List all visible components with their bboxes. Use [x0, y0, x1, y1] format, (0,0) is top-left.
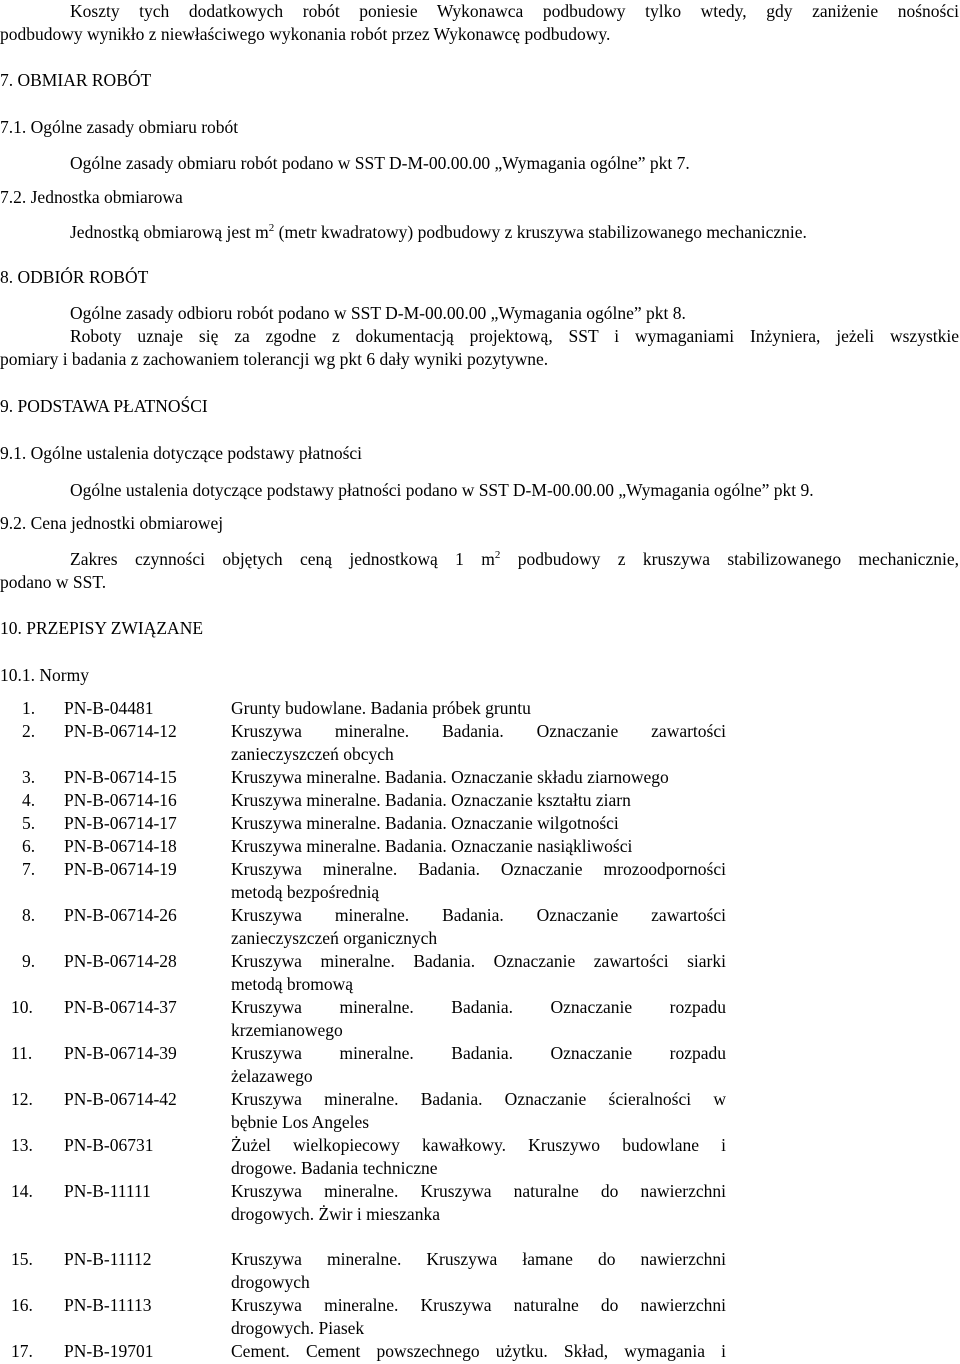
- norm-description-line: Grunty budowlane. Badania próbek gruntu: [231, 698, 531, 718]
- norm-description-line: Kruszywa mineralne. Badania. Oznaczanie rozpadu: [231, 997, 726, 1017]
- norm-description: [231, 950, 726, 996]
- norm-description: [231, 1134, 726, 1180]
- norm-number: 6.: [22, 836, 36, 856]
- subsection-heading: 9.2. Cena jednostki obmiarowej: [0, 513, 224, 533]
- norm-description: [231, 697, 726, 720]
- norm-number: 2.: [22, 721, 36, 741]
- norm-number: 9.: [22, 951, 36, 971]
- norm-description-line: Kruszywa mineralne. Kruszywa łamane do nawierzchni: [231, 1249, 726, 1269]
- norm-description: [231, 835, 726, 858]
- norm-description: [231, 904, 726, 950]
- norm-description: [231, 789, 726, 812]
- norm-description-line: drogowych: [231, 1272, 310, 1292]
- norm-code: PN-B-11113: [64, 1295, 152, 1315]
- norm-description-line: zanieczyszczeń obcych: [231, 744, 394, 764]
- norm-description-line: Żużel wielkopiecowy kawałkowy. Kruszywo budowlane i: [231, 1135, 726, 1155]
- norm-description: [231, 1248, 726, 1294]
- norm-description-line: Kruszywa mineralne. Badania. Oznaczanie składu ziarnowego: [231, 767, 669, 787]
- norm-number: 5.: [22, 813, 36, 833]
- norm-code: PN-B-06731: [64, 1135, 154, 1155]
- text-fragment: Jednostką obmiarową jest m: [70, 222, 269, 242]
- norm-description: [231, 812, 726, 835]
- norm-description-line: Kruszywa mineralne. Badania. Oznaczanie rozpadu: [231, 1043, 726, 1063]
- norm-description: [231, 996, 726, 1042]
- text-fragment: Zakres czynności objętych ceną jednostkową 1 m: [70, 549, 495, 569]
- norm-number: 15.: [11, 1249, 33, 1269]
- paragraph-line: pomiary i badania z zachowaniem tolerancji wg pkt 6 dały wyniki pozytywne.: [0, 349, 549, 369]
- norm-code: PN-B-06714-37: [64, 997, 177, 1017]
- paragraph: Ogólne zasady obmiaru robót podano w SST D-M-00.00.00 „Wymagania ogólne” pkt 7.: [70, 153, 690, 173]
- paragraph-line: Roboty uznaje się za zgodne z dokumentacją projektową, SST i wymaganiami Inżyniera, jeżeli wszystkie: [70, 326, 959, 346]
- norm-code: PN-B-06714-19: [64, 859, 177, 879]
- norm-description-line: żelazawego: [231, 1066, 313, 1086]
- norm-number: 17.: [11, 1341, 33, 1361]
- norm-description-line: krzemianowego: [231, 1020, 343, 1040]
- section-heading: 8. ODBIÓR ROBÓT: [0, 267, 149, 287]
- norm-code: PN-B-06714-17: [64, 813, 177, 833]
- norm-description-line: Kruszywa mineralne. Badania. Oznaczanie zawartości: [231, 721, 726, 741]
- norm-number: 14.: [11, 1181, 33, 1201]
- norm-number: 1.: [22, 698, 36, 718]
- intro-line: podbudowy wynikło z niewłaściwego wykonania robót przez Wykonawcę podbudowy.: [0, 24, 611, 44]
- paragraph: [70, 548, 959, 571]
- norm-description-line: drogowe. Badania techniczne: [231, 1158, 438, 1178]
- norm-description-line: metodą bromową: [231, 974, 353, 994]
- norm-number: 11.: [11, 1043, 33, 1063]
- norm-description-line: Kruszywa mineralne. Badania. Oznaczanie mrozoodporności: [231, 859, 726, 879]
- intro-paragraph: [70, 0, 959, 23]
- norm-description-line: bębnie Los Angeles: [231, 1112, 370, 1132]
- norm-description-line: drogowych. Piasek: [231, 1318, 365, 1338]
- paragraph-line: podano w SST.: [0, 572, 107, 592]
- section-heading: 7. OBMIAR ROBÓT: [0, 70, 152, 90]
- norm-description-line: Kruszywa mineralne. Badania. Oznaczanie zawartości siarki: [231, 951, 726, 971]
- norm-code: PN-B-11111: [64, 1181, 151, 1201]
- subsection-heading: 7.2. Jednostka obmiarowa: [0, 187, 183, 207]
- norm-description: [231, 1340, 726, 1363]
- norm-description: [231, 1294, 726, 1340]
- subsection-heading: 7.1. Ogólne zasady obmiaru robót: [0, 117, 239, 137]
- norm-code: PN-B-06714-12: [64, 721, 177, 741]
- norm-description-line: metodą bezpośrednią: [231, 882, 380, 902]
- norm-description-line: Kruszywa mineralne. Badania. Oznaczanie kształtu ziarn: [231, 790, 631, 810]
- norm-code: PN-B-06714-18: [64, 836, 177, 856]
- norm-description-line: Kruszywa mineralne. Kruszywa naturalne do nawierzchni: [231, 1181, 726, 1201]
- paragraph: [70, 221, 807, 244]
- norm-description: [231, 858, 726, 904]
- norm-number: 7.: [22, 859, 36, 879]
- norm-number: 3.: [22, 767, 36, 787]
- subsection-heading: 10.1. Normy: [0, 665, 89, 685]
- paragraph: [70, 325, 959, 348]
- norm-description: [231, 1180, 726, 1226]
- norm-number: 10.: [11, 997, 33, 1017]
- norm-description-line: Cement. Cement powszechnego użytku. Skład, wymagania i: [231, 1341, 726, 1361]
- section-heading: 10. PRZEPISY ZWIĄZANE: [0, 618, 204, 638]
- superscript: 2: [494, 549, 501, 561]
- intro-line: Koszty tych dodatkowych robót poniesie Wykonawca podbudowy tylko wtedy, gdy zaniżenie nośności: [70, 1, 959, 21]
- norm-code: PN-B-19701: [64, 1341, 154, 1361]
- text-fragment: (metr kwadratowy) podbudowy z kruszywa stabilizowanego mechanicznie.: [274, 222, 807, 242]
- norm-description: [231, 720, 726, 766]
- norm-code: PN-B-06714-26: [64, 905, 177, 925]
- text-fragment: podbudowy z kruszywa stabilizowanego mechanicznie,: [500, 549, 960, 569]
- norm-code: PN-B-04481: [64, 698, 154, 718]
- paragraph-line: [70, 548, 959, 571]
- norm-number: 4.: [22, 790, 36, 810]
- norm-code: PN-B-06714-16: [64, 790, 177, 810]
- norm-description-line: Kruszywa mineralne. Badania. Oznaczanie nasiąkliwości: [231, 836, 633, 856]
- norm-code: PN-B-06714-42: [64, 1089, 177, 1109]
- norm-description: [231, 1088, 726, 1134]
- norm-number: 13.: [11, 1135, 33, 1155]
- subsection-heading: 9.1. Ogólne ustalenia dotyczące podstawy płatności: [0, 443, 363, 463]
- section-heading: 9. PODSTAWA PŁATNOŚCI: [0, 396, 208, 416]
- norm-number: 16.: [11, 1295, 33, 1315]
- paragraph: Ogólne zasady odbioru robót podano w SST D-M-00.00.00 „Wymagania ogólne” pkt 8.: [70, 303, 686, 323]
- norm-description-line: drogowych. Żwir i mieszanka: [231, 1204, 440, 1224]
- paragraph: Ogólne ustalenia dotyczące podstawy płatności podano w SST D-M-00.00.00 „Wymagania ogólne” pkt 9.: [70, 480, 814, 500]
- norm-description: [231, 1042, 726, 1088]
- norm-description-line: Kruszywa mineralne. Badania. Oznaczanie zawartości: [231, 905, 726, 925]
- norm-number: 12.: [11, 1089, 33, 1109]
- norm-code: PN-B-06714-28: [64, 951, 177, 971]
- norm-number: 8.: [22, 905, 36, 925]
- norm-code: PN-B-11112: [64, 1249, 152, 1269]
- norm-code: PN-B-06714-15: [64, 767, 177, 787]
- norm-description-line: zanieczyszczeń organicznych: [231, 928, 438, 948]
- norm-description-line: Kruszywa mineralne. Kruszywa naturalne do nawierzchni: [231, 1295, 726, 1315]
- norm-code: PN-B-06714-39: [64, 1043, 177, 1063]
- norm-description: [231, 766, 726, 789]
- norm-description-line: Kruszywa mineralne. Badania. Oznaczanie wilgotności: [231, 813, 619, 833]
- norm-description-line: Kruszywa mineralne. Badania. Oznaczanie ścieralności w: [231, 1089, 726, 1109]
- superscript: 2: [268, 222, 275, 234]
